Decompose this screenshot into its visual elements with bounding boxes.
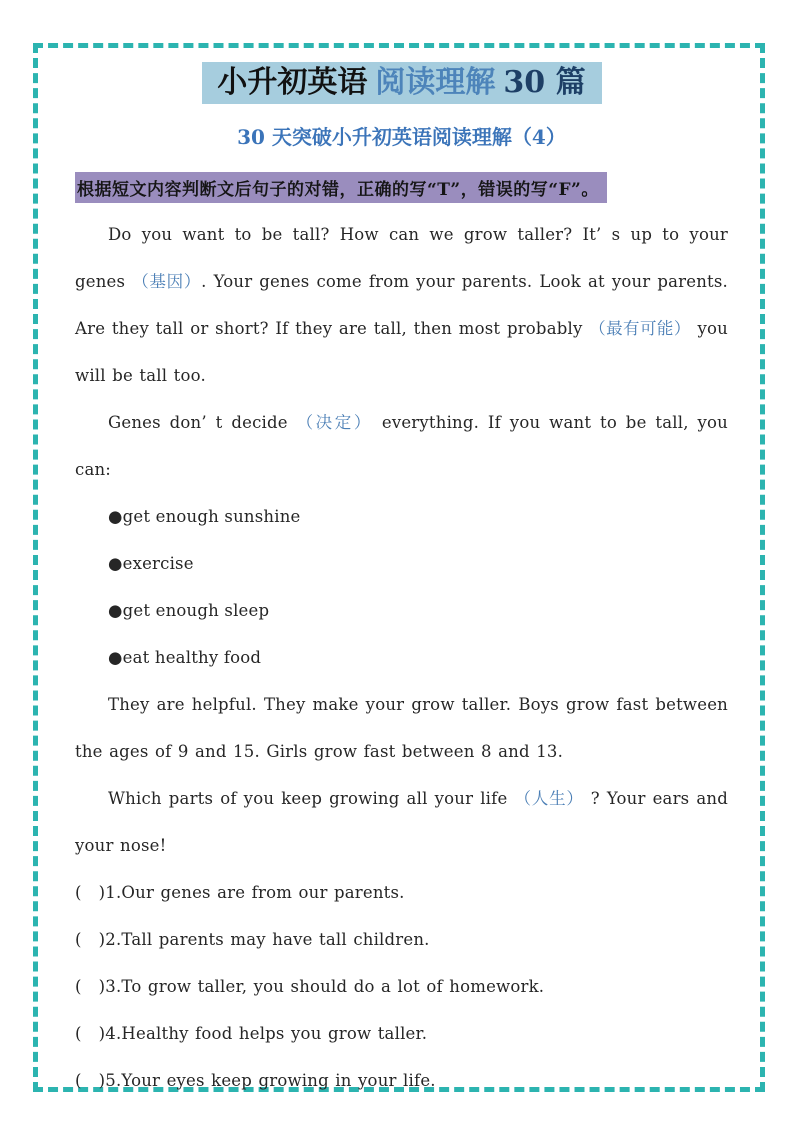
reading-passage (75, 211, 728, 869)
question-text: 3.To grow taller, you should do a lot of homework. (105, 977, 545, 996)
true-false-questions (75, 869, 728, 1104)
title-series: 小升初英语 (217, 65, 368, 100)
paragraph-2 (75, 399, 728, 493)
paragraph-2-text: Genes don’ t decide (108, 413, 297, 432)
paragraph-2-text: everything. If you want to be tall, you can: (75, 413, 728, 479)
subtitle: 30 天突破小升初英语阅读理解（4） (237, 125, 566, 149)
instruction-highlight: 根据短文内容判断文后句子的对错，正确的写“T”，错误的写“F”。 (75, 172, 607, 203)
paragraph-1-text: you will be tall too. (75, 319, 728, 385)
bullet-text: get enough sunshine (122, 507, 301, 526)
paragraph-1 (75, 211, 728, 399)
answer-paren-close: ) (98, 977, 106, 996)
question-text: 4.Healthy food helps you grow taller. (105, 1024, 428, 1043)
question-item (75, 963, 728, 1010)
paragraph-3: They are helpful. They make your grow taller. Boys grow fast between the ages of 9 and 15. Girls grow fast between 8 and 13. (75, 695, 728, 761)
bullet-item (75, 540, 728, 587)
answer-paren-close: ) (98, 1071, 106, 1090)
answer-paren-open: ( (75, 1071, 82, 1090)
bullet-item (75, 493, 728, 540)
question-item (75, 916, 728, 963)
instruction-row (75, 172, 728, 203)
paragraph-4-text: ? Your ears and your nose! (75, 789, 728, 855)
question-item (75, 1057, 728, 1104)
bullet-text: exercise (122, 554, 194, 573)
paragraph-1-text: . Your genes come from your parents. Look at your parents. Are they tall or short? If they are tall, then most probably (75, 272, 728, 338)
bullet-item (75, 587, 728, 634)
question-item (75, 869, 728, 916)
annotation-most-probably: （最有可能） (589, 319, 691, 338)
bullet-dot-icon: ● (108, 601, 123, 620)
answer-paren-close: ) (98, 1024, 106, 1043)
bullet-dot-icon: ● (108, 648, 123, 667)
title-count: 30 篇 (503, 65, 586, 100)
paragraph-4 (75, 775, 728, 869)
answer-paren-close: ) (98, 883, 106, 902)
question-item (75, 1010, 728, 1057)
annotation-decide: （决定） (296, 413, 373, 432)
question-text: 5.Your eyes keep growing in your life. (105, 1071, 436, 1090)
answer-paren-open: ( (75, 883, 82, 902)
bullet-dot-icon: ● (108, 507, 123, 526)
answer-paren-open: ( (75, 1024, 82, 1043)
bullet-dot-icon: ● (108, 554, 123, 573)
title-banner (202, 62, 602, 104)
annotation-life: （人生） (514, 789, 584, 808)
answer-paren-close: ) (98, 930, 106, 949)
paragraph-4-text: Which parts of you keep growing all your life (108, 789, 515, 808)
question-text: 2.Tall parents may have tall children. (105, 930, 430, 949)
bullet-text: get enough sleep (122, 601, 270, 620)
page-content (75, 62, 728, 1104)
answer-paren-open: ( (75, 930, 82, 949)
question-text: 1.Our genes are from our parents. (105, 883, 405, 902)
annotation-genes: （基因） (132, 272, 202, 291)
bullet-text: eat healthy food (122, 648, 262, 667)
paragraph-1-text: Do you want to be tall? How can we grow taller? It’ s up to your genes (75, 225, 728, 291)
bullet-item (75, 634, 728, 681)
answer-paren-open: ( (75, 977, 82, 996)
title-topic: 阅读理解 (375, 65, 496, 100)
